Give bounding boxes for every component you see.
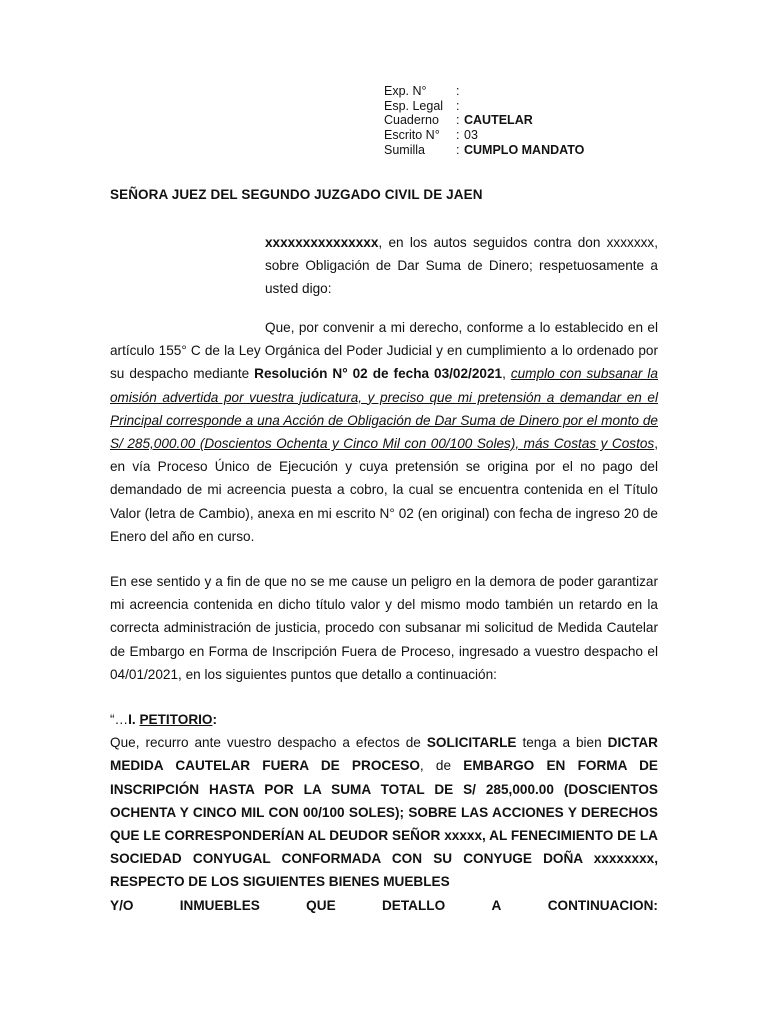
para1-text-1: Que, por convenir a mi derecho, conforme a lo establecido en el artículo 155° C de la Ley Orgánica del Poder Judicial y en cumplimiento a lo ordenado por su despacho mediante <box>110 320 658 382</box>
header-separator: : <box>456 128 460 143</box>
petitorio-bold-1: SOLICITARLE <box>426 735 517 751</box>
para1-text-2: , <box>502 366 511 382</box>
header-separator: : <box>456 142 460 157</box>
header-row-sumilla <box>384 143 584 158</box>
client-name: xxxxxxxxxxxxxxx <box>265 235 379 250</box>
petitorio-text-3: , de <box>419 758 464 774</box>
paragraph-compliance <box>110 316 658 548</box>
header-value: CAUTELAR <box>464 113 533 128</box>
last-word: QUE <box>306 897 336 913</box>
resolution-reference: Resolución N° 02 de fecha 03/02/2021 <box>254 366 503 382</box>
header-value: CUMPLO MANDATO <box>464 142 585 157</box>
petitorio-body <box>110 731 658 893</box>
header-label: Sumilla <box>384 142 425 157</box>
last-word: Y/O <box>110 897 134 913</box>
petitorio-bold-3: EMBARGO EN FORMA DE INSCRIPCIÓN HASTA POR LA SUMA TOTAL DE S/ 285,000.00 (DOSCIENTOS OCHENTA Y CINCO MIL CON 00/100 SOLES); SOBRE LAS ACCIONES Y DERECHOS QUE LE CORRESPONDERÍAN AL DEUDOR SEÑOR xxxxx, AL FENECIMIENTO DE LA SOCIEDAD CONYUGAL CONFORMADA CON SU CONYUGE DOÑA xxxxxxxx, RESPECTO DE LOS SIGUIENTES BIENES MUEBLES <box>110 758 659 890</box>
petitorio-colon: : <box>212 712 218 727</box>
header-label: Esp. Legal <box>384 98 444 113</box>
petitorio-text-2: tenga a bien <box>516 735 608 751</box>
header-separator: : <box>456 84 460 98</box>
petitorio-last-line <box>110 894 658 917</box>
paragraph-precautionary <box>110 570 658 686</box>
header-row-expediente <box>384 84 584 99</box>
petitorio-bold-2: DICTAR MEDIDA CAUTELAR FUERA DE PROCESO <box>110 735 658 774</box>
header-label: Escrito N° <box>384 128 440 143</box>
addressee: SEÑORA JUEZ DEL SEGUNDO JUZGADO CIVIL DE JAEN <box>110 187 483 202</box>
claim-statement: cumplo con subsanar la omisión advertida por vuestra judicatura, y preciso que mi pretensión a demandar en el Principal corresponde a una Acción de Obligación de Dar Suma de Dinero por el monto de S/ 285,000.00 (Doscientos Ochenta y Cinco Mil con 00/100 Soles), más Costas y Costos <box>110 366 658 452</box>
last-word: DETALLO <box>381 897 446 913</box>
header-separator: : <box>456 98 460 113</box>
last-word: INMUEBLES <box>179 897 260 913</box>
intro-text: , en los autos seguidos contra don xxxxxxx, sobre Obligación de Dar Suma de Dinero; respetuosamente a usted digo: <box>265 235 658 297</box>
last-word: CONTINUACION: <box>547 897 658 913</box>
petitorio-numeral: I. <box>128 712 140 727</box>
header-separator: : <box>456 113 460 128</box>
opening-quote: “… <box>110 712 129 727</box>
para1-text-3: , en vía Proceso Único de Ejecución y cuya pretensión se origina por el no pago del demandado de mi acreencia puesta a cobro, la cual se encuentra contenida en el Título Valor (letra de Cambio), anexa en mi escrito N° 02 (en original) con fecha de ingreso 20 de Enero del año en curso. <box>110 436 658 544</box>
petitorio-text-1: Que, recurro ante vuestro despacho a efectos de <box>110 735 427 751</box>
case-header <box>384 84 584 158</box>
header-label: Exp. N° <box>384 84 427 98</box>
header-row-escrito <box>384 128 584 143</box>
para2-text: En ese sentido y a fin de que no se me cause un peligro en la demora de poder garantizar mi acreencia contenida en dicho título valor y del mismo modo también un retardo en la correcta administración de justicia, procedo con subsanar mi solicitud de Medida Cautelar de Embargo en Forma de Inscripción Fuera de Proceso, ingresado a vuestro despacho el 04/01/2021, en los siguientes puntos que detallo a continuación: <box>110 574 658 682</box>
header-value: 03 <box>464 128 478 143</box>
petitorio-title: PETITORIO <box>139 712 213 727</box>
intro-paragraph <box>265 231 658 301</box>
petitorio-section <box>110 708 658 917</box>
header-row-especialista <box>384 99 584 114</box>
last-word: A <box>491 897 502 913</box>
header-label: Cuaderno <box>384 113 439 128</box>
header-row-cuaderno <box>384 113 584 128</box>
petitorio-heading <box>110 708 658 731</box>
